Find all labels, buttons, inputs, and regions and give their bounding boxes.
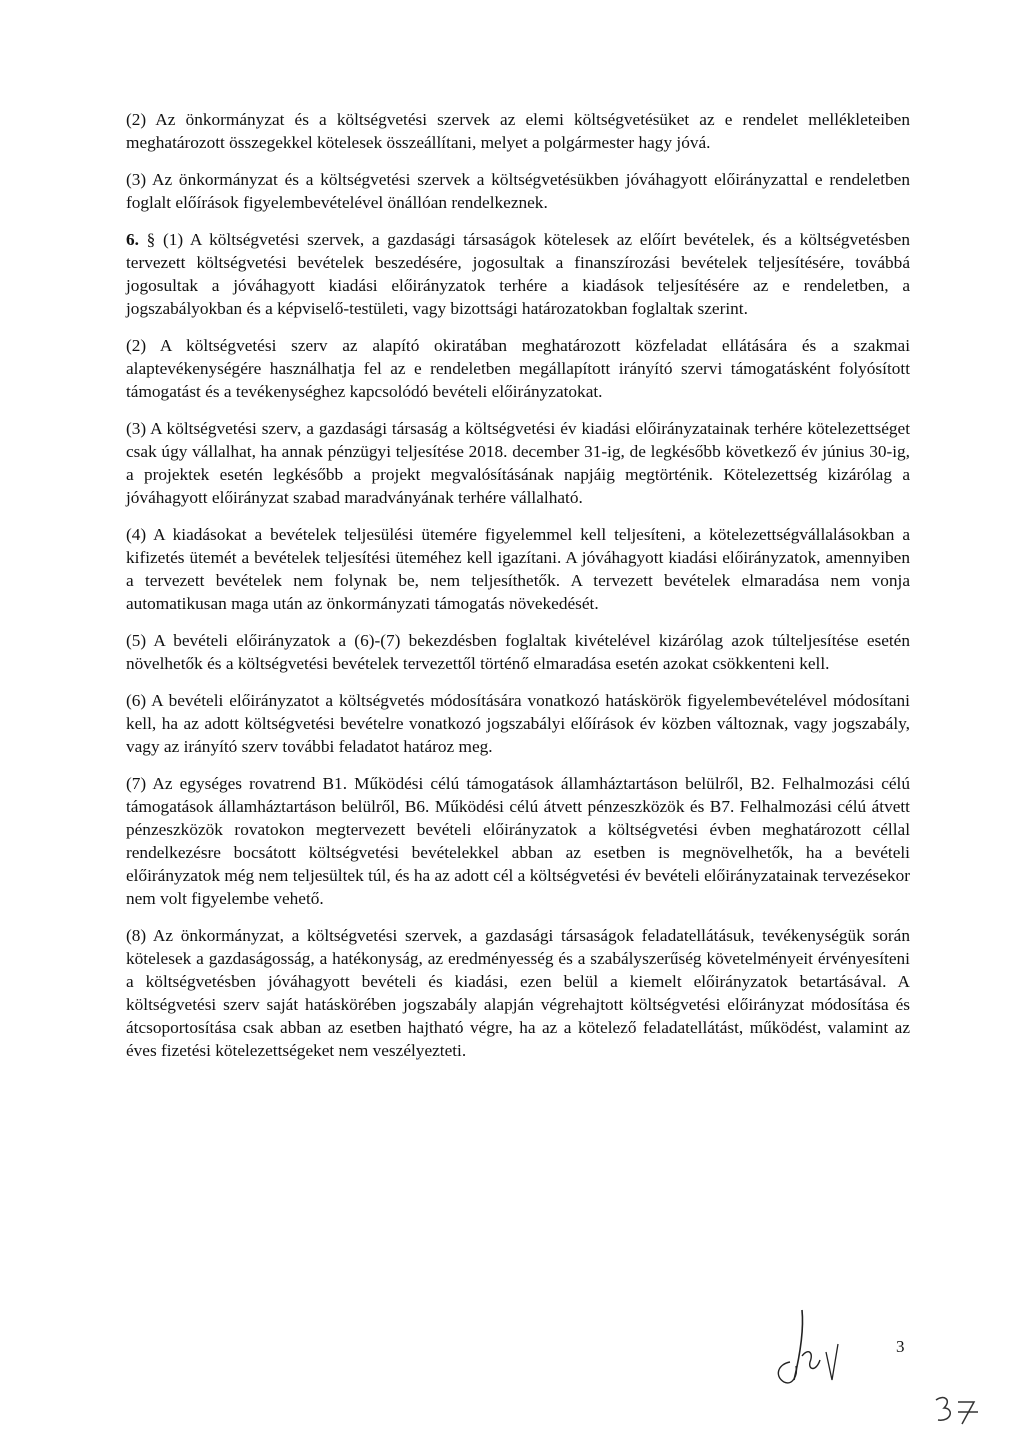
paragraph-9 (126, 772, 910, 910)
paragraph-8 (126, 689, 910, 758)
paragraph-text: (7) Az egységes rovatrend B1. Működési célú támogatások államháztartáson belülről, B2. Felhalmozási célú támogatások államháztartáson belülről, B6. Működési célú átvett pénzeszközök és B7. Felhalmozási célú átvett pénzeszközök rovatokon megtervezett bevételi előirányzatok a költségvetési évben meghatározott céllal rendelkezésre bocsátott költségvetési bevételekkel abban az esetben is megnövelhetők, ha a bevételi előirányzatok még nem teljesültek túl, és ha az adott cél a költségvetési év bevételi előirányzatainak tervezésekor nem volt figyelembe vehető. (126, 774, 910, 908)
paragraph-text: (8) Az önkormányzat, a költségvetési szervek, a gazdasági társaságok feladatellátásuk, tevékenységük során kötelesek a gazdaságosság, a hatékonyság, az eredményesség és a szabályszerűség követelményeit érvényesíteni a költségvetésben jóváhagyott bevételi és kiadási, ezen belül a kiemelt előirányzatok betartásával. A költségvetési szerv saját hatáskörében jogszabály alapján végrehajtott költségvetési előirányzat módosítása és átcsoportosítása csak abban az esetben hajtható végre, ha az a kötelező feladatellátást, működést, valamint az éves fizetési kötelezettségeket nem veszélyezteti. (126, 926, 910, 1060)
paragraph-text: (2) A költségvetési szerv az alapító okiratában meghatározott közfeladat ellátására és a szakmai alaptevékenységére használhatja fel az e rendeletben megállapított irányító szervi támogatásként folyósított támogatást és a tevékenységhez kapcsolódó bevételi előirányzatokat. (126, 336, 910, 401)
paragraph-5 (126, 417, 910, 509)
paragraph-text: (2) Az önkormányzat és a költségvetési szervek az elemi költségvetésüket az e rendelet mellékleteiben meghatározott összegekkel kötelesek összeállítani, melyet a polgármester hagy jóvá. (126, 110, 910, 152)
section-number: 6. (126, 230, 139, 249)
paragraph-6 (126, 523, 910, 615)
paragraph-3 (126, 228, 910, 320)
paragraph-2 (126, 168, 910, 214)
paragraph-text: (5) A bevételi előirányzatok a (6)-(7) bekezdésben foglaltak kivételével kizárólag azok túlteljesítése esetén növelhetők és a költségvetési bevételek tervezettől történő elmaradása esetén azokat csökkenteni kell. (126, 631, 910, 673)
paragraph-4 (126, 334, 910, 403)
paragraph-7 (126, 629, 910, 675)
paragraph-text: (3) Az önkormányzat és a költségvetési szervek a költségvetésükben jóváhagyott előirányzattal e rendeletben foglalt előírások figyelembevételével önállóan rendelkeznek. (126, 170, 910, 212)
handwritten-signature (772, 1300, 842, 1390)
page-number: 3 (896, 1337, 905, 1356)
paragraph-text: (4) A kiadásokat a bevételek teljesülési ütemére figyelemmel kell teljesíteni, a kötelezettségvállalásokban a kifizetés ütemét a bevételek teljesítési üteméhez kell igazítani. A jóváhagyott kiadási előirányzatok, amennyiben a tervezett bevételek nem folynak be, nem teljesíthetők. A tervezett bevételek elmaradása nem vonja automatikusan maga után az önkormányzati támogatás növekedését. (126, 525, 910, 613)
handwritten-page-mark (930, 1390, 990, 1430)
document-body (126, 108, 910, 1076)
paragraph-text: (6) A bevételi előirányzatot a költségvetés módosítására vonatkozó hatáskörök figyelembevételével módosítani kell, ha az adott költségvetési bevételre vonatkozó jogszabályi előírások év közben változnak, vagy jogszabály, vagy az irányító szerv további feladatot határoz meg. (126, 691, 910, 756)
paragraph-text: § (1) A költségvetési szervek, a gazdasági társaságok kötelesek az előírt bevételek, és a költségvetésben tervezett költségvetési bevételek beszedésére, jogosultak a finanszírozási bevételek teljesítésére, továbbá jogosultak a jóváhagyott kiadási előirányzatok terhére a kiadások teljesítésére az e rendeletben, a jogszabályokban és a képviselő-testületi, vagy bizottsági határozatokban foglaltak szerint. (126, 230, 910, 318)
paragraph-1 (126, 108, 910, 154)
paragraph-10 (126, 924, 910, 1062)
paragraph-text: (3) A költségvetési szerv, a gazdasági társaság a költségvetési év kiadási előirányzatainak terhére kötelezettséget csak úgy vállalhat, ha annak pénzügyi teljesítése 2018. december 31-ig, de legkésőbb következő év június 30-ig, a projektek esetén legkésőbb a projekt megvalósításának napjáig megtörténik. Kötelezettség kizárólag a jóváhagyott előirányzat szabad maradványának terhére vállalható. (126, 419, 910, 507)
